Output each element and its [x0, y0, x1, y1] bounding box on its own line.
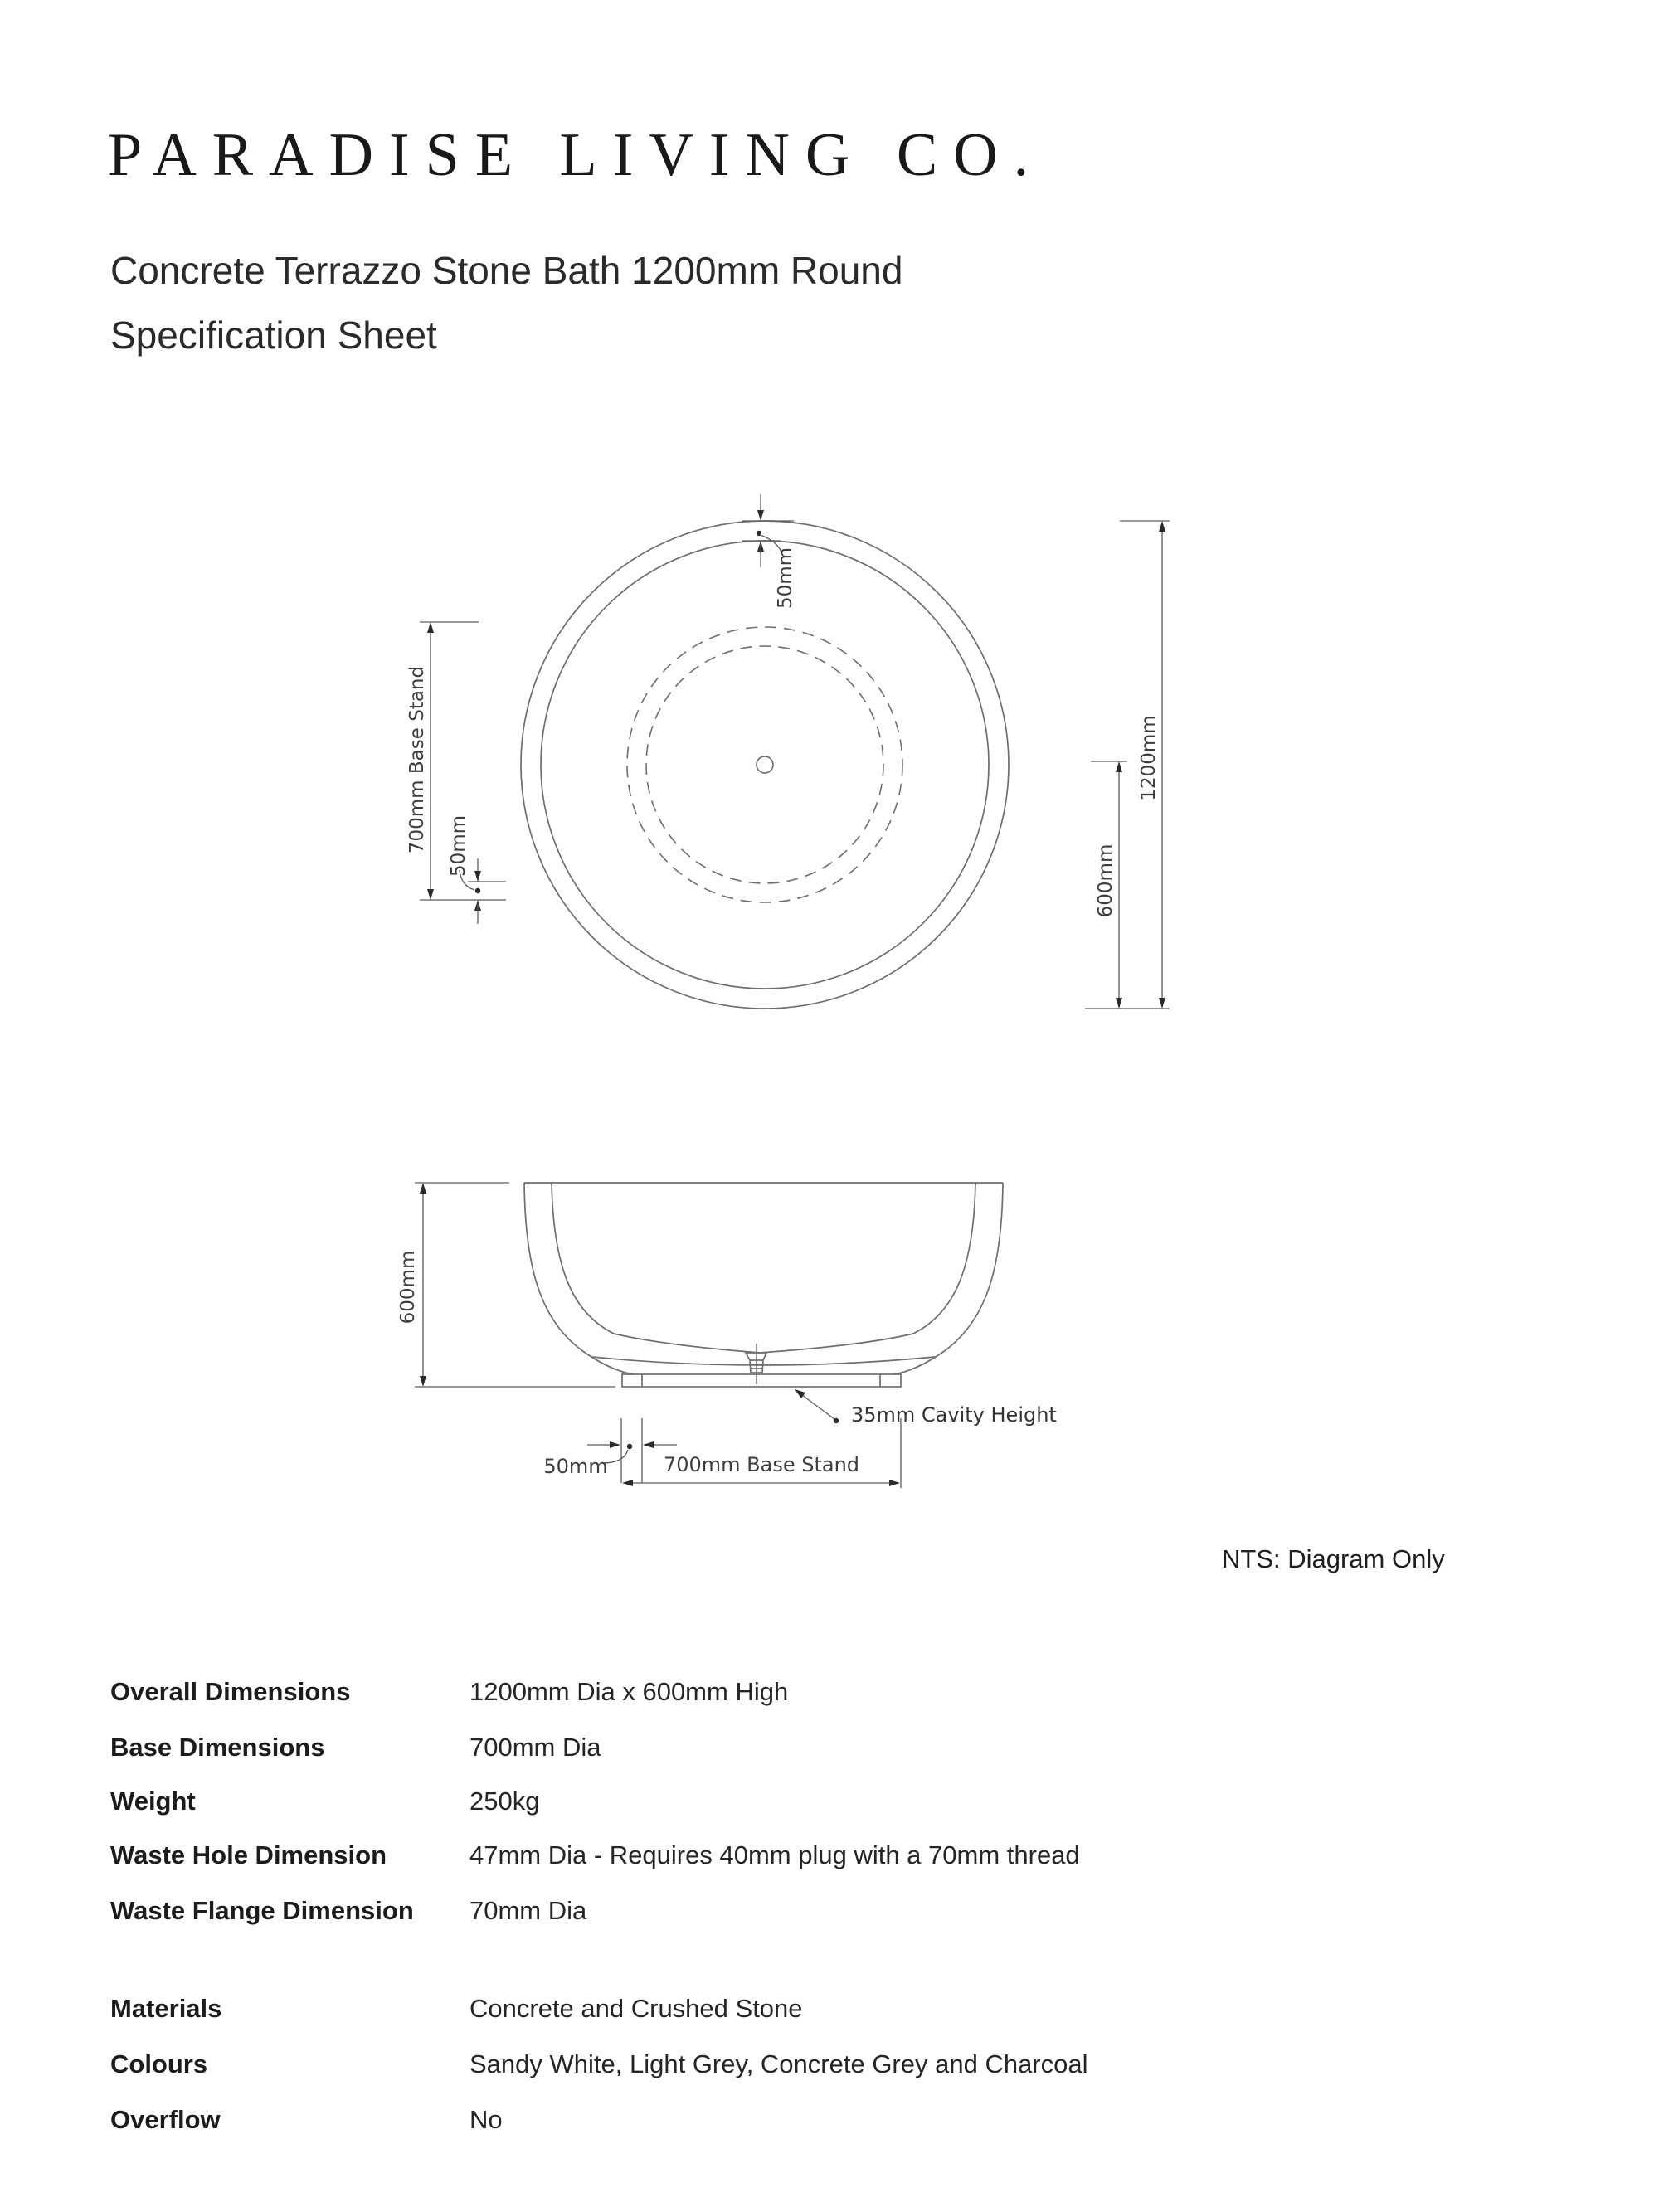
side-view — [397, 1183, 1057, 1488]
plan-rim-dimension-label: 50mm — [775, 547, 796, 610]
side-height-dimension — [397, 1183, 615, 1387]
side-foot-dimension — [543, 1418, 677, 1483]
plan-radius-dimension-label: 600mm — [1095, 843, 1117, 918]
outer-rim-circle — [521, 521, 1009, 1009]
tub-inner-wall — [552, 1183, 975, 1353]
spec-row — [0, 1993, 1659, 2026]
inner-rim-circle — [541, 541, 989, 989]
spec-value: 70mm Dia — [469, 1896, 587, 1925]
side-height-dimension-label: 600mm — [397, 1250, 419, 1325]
tub-outer-wall-left — [524, 1183, 634, 1374]
cavity-height-callout — [795, 1389, 1057, 1427]
plan-base-dimension-label: 700mm Base Stand — [406, 665, 428, 854]
spec-label: Overflow — [110, 2105, 221, 2134]
spec-label: Colours — [110, 2049, 208, 2078]
product-title: Concrete Terrazzo Stone Bath 1200mm Round — [110, 249, 903, 292]
base-stand-inner-dashed-circle — [646, 646, 883, 883]
spec-value: 1200mm Dia x 600mm High — [469, 1677, 789, 1706]
spec-row — [0, 1895, 1659, 1928]
plan-base-gap-dimension — [448, 815, 506, 924]
spec-label: Materials — [110, 1994, 222, 2023]
spec-row — [0, 2104, 1659, 2137]
plan-rim-dimension — [742, 494, 796, 609]
plan-radius-dimension — [1091, 761, 1127, 1009]
spec-value: 47mm Dia - Requires 40mm plug with a 70mm thread — [469, 1840, 1080, 1869]
spec-label: Weight — [110, 1787, 196, 1816]
waste-drain — [746, 1344, 766, 1384]
cavity-height-label: 35mm Cavity Height — [851, 1403, 1057, 1427]
spec-row — [0, 1840, 1659, 1873]
plan-base-gap-dimension-label: 50mm — [448, 814, 469, 878]
spec-label: Base Dimensions — [110, 1733, 325, 1762]
waste-hole — [757, 756, 773, 773]
tub-outer-wall-right — [893, 1183, 1003, 1374]
plan-diameter-dimension-label: 1200mm — [1138, 715, 1160, 801]
spec-label: Waste Hole Dimension — [110, 1840, 387, 1869]
brand-title: PARADISE LIVING CO. — [108, 121, 1045, 189]
plan-diameter-dimension — [1085, 521, 1170, 1009]
sheet-title: Specification Sheet — [110, 314, 437, 357]
side-base-dimension — [622, 1418, 901, 1488]
plan-view — [406, 494, 1170, 1009]
spec-row — [0, 1676, 1659, 1709]
base-stand — [622, 1374, 901, 1387]
spec-value: Sandy White, Light Grey, Concrete Grey and Charcoal — [469, 2049, 1088, 2078]
spec-label: Overall Dimensions — [110, 1677, 351, 1706]
spec-value: 700mm Dia — [469, 1733, 601, 1762]
spec-row — [0, 1732, 1659, 1765]
nts-note: NTS: Diagram Only — [1222, 1544, 1445, 1573]
side-foot-dimension-label: 50mm — [543, 1455, 608, 1478]
spec-value: Concrete and Crushed Stone — [469, 1994, 803, 2023]
spec-row — [0, 1786, 1659, 1819]
side-base-dimension-label: 700mm Base Stand — [663, 1453, 860, 1476]
spec-label: Waste Flange Dimension — [110, 1896, 414, 1925]
base-stand-outer-dashed-circle — [627, 627, 902, 902]
spec-row — [0, 2049, 1659, 2082]
spec-value: 250kg — [469, 1787, 540, 1816]
spec-value: No — [469, 2105, 503, 2134]
